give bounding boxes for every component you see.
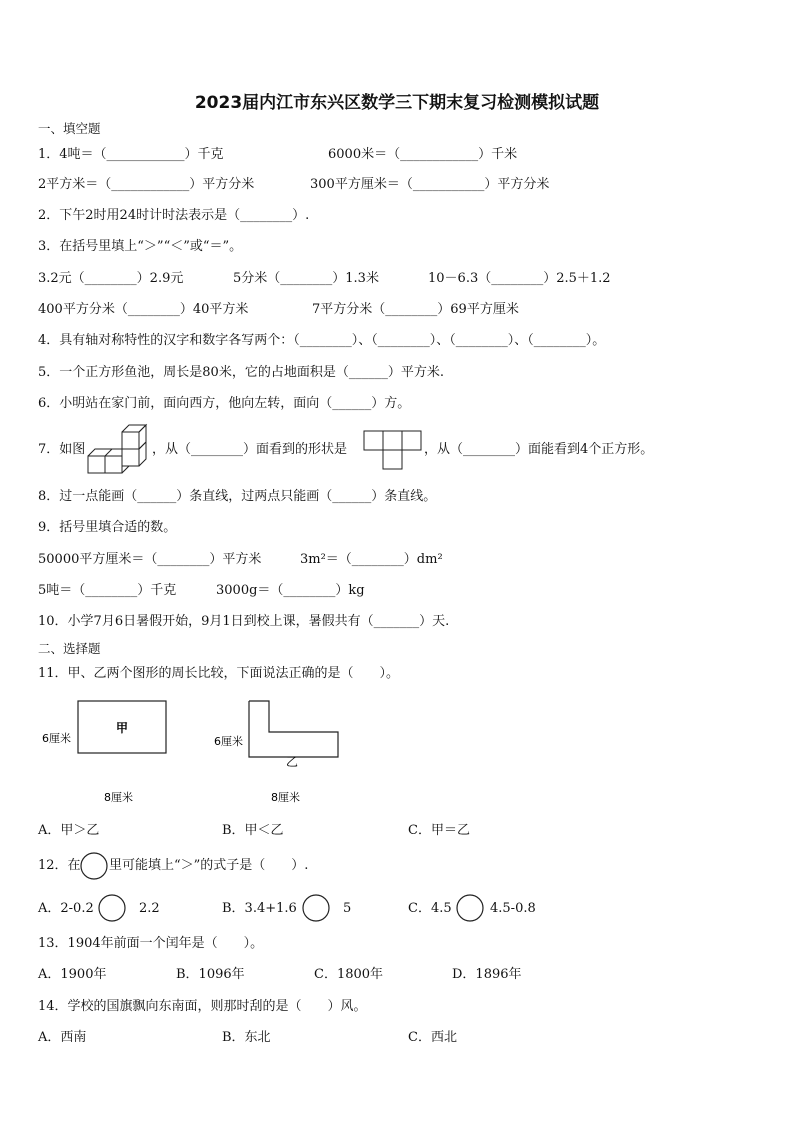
question-12-suffix: 里可能填上“＞”的式子是（ ）. <box>109 858 309 873</box>
q14-option-a: A．西南 <box>38 1030 87 1045</box>
perimeter-figures <box>38 695 358 810</box>
cube-face <box>105 456 122 473</box>
label-side-a: 6厘米 <box>42 732 71 745</box>
question-10: 10．小学7月6日暑假开始，9月1日到校上课，暑假共有（_______）天. <box>38 614 450 629</box>
question-4: 4．具有轴对称特性的汉字和数字各写两个：（________）、（________）、（________）、（________）。 <box>38 333 606 348</box>
question-6: 6．小明站在家门前，面向西方，他向左转，面向（______）方。 <box>38 396 411 411</box>
question-1c: 2平方米＝（____________）平方分米 <box>38 177 255 192</box>
shape-yi <box>249 701 338 757</box>
question-3e: 7平方分米（________）69平方厘米 <box>312 302 519 317</box>
question-9a: 50000平方厘米＝（________）平方米 <box>38 552 262 567</box>
question-9c: 5吨＝（________）千克 <box>38 583 177 598</box>
question-13: 13．1904年前面一个闰年是（ ）。 <box>38 936 264 951</box>
view-shape-figure <box>363 430 423 470</box>
question-3a: 3.2元（________）2.9元 <box>38 271 184 286</box>
q12-option-c: C．4.5 <box>408 901 452 916</box>
q12-option-b: B．3.4+1.6 <box>222 901 297 916</box>
cube-face <box>122 432 139 449</box>
section-fill-blank: 一、填空题 <box>38 121 101 136</box>
question-1b: 6000米＝（____________）千米 <box>328 147 518 162</box>
question-12-prefix: 12．在 <box>38 858 81 873</box>
q13-option-d: D．1896年 <box>452 967 522 982</box>
q12-option-c-rhs: 4.5-0.8 <box>490 901 536 916</box>
q14-option-c: C．西北 <box>408 1030 457 1045</box>
q11-option-b: B．甲＜乙 <box>222 823 284 838</box>
blank-circle-icon <box>456 894 486 924</box>
question-7-prefix: 7．如图 <box>38 442 86 457</box>
label-jia: 甲 <box>115 721 129 735</box>
q11-option-c: C．甲＝乙 <box>408 823 470 838</box>
label-yi: 乙 <box>285 755 299 769</box>
question-7-suffix: ，从（________）面能看到4个正方形。 <box>424 442 654 457</box>
question-11: 11．甲、乙两个图形的周长比较，下面说法正确的是（ ）。 <box>38 666 400 681</box>
blank-circle-icon <box>302 894 332 924</box>
blank-circle-icon <box>80 851 110 881</box>
q13-option-a: A．1900年 <box>38 967 107 982</box>
question-1d: 300平方厘米＝（___________）平方分米 <box>310 177 550 192</box>
question-3: 3．在括号里填上“＞”“＜”或“＝”。 <box>38 239 243 254</box>
q13-option-c: C．1800年 <box>314 967 384 982</box>
question-2: 2．下午2时用24时计时法表示是（________）. <box>38 208 310 223</box>
label-side-b: 6厘米 <box>214 735 243 748</box>
q12-option-b-rhs: 5 <box>343 901 352 916</box>
question-3c: 10－6.3（________）2.5＋1.2 <box>428 271 611 286</box>
question-9d: 3000g＝（________）kg <box>216 583 365 598</box>
q12-option-a: A．2-0.2 <box>38 901 94 916</box>
cube-stack-figure <box>85 420 155 478</box>
page-title: 2023届内江市东兴区数学三下期末复习检测模拟试题 <box>194 93 600 113</box>
section-choice: 二、选择题 <box>38 641 101 656</box>
q13-option-b: B．1096年 <box>176 967 245 982</box>
label-bottom-b: 8厘米 <box>271 791 300 804</box>
cube-face <box>122 449 139 466</box>
question-9b: 3m²＝（________）dm² <box>300 552 443 567</box>
label-bottom-a: 8厘米 <box>104 791 133 804</box>
question-3b: 5分米（________）1.3米 <box>233 271 379 286</box>
q11-option-a: A．甲＞乙 <box>38 823 100 838</box>
question-8: 8．过一点能画（______）条直线，过两点只能画（______）条直线。 <box>38 489 437 504</box>
cube-face <box>88 456 105 473</box>
q12-option-a-rhs: 2.2 <box>139 901 160 916</box>
blank-circle-icon <box>98 894 128 924</box>
question-3d: 400平方分米（________）40平方米 <box>38 302 249 317</box>
question-7-middle: ，从（________）面看到的形状是 <box>152 442 348 457</box>
q14-option-b: B．东北 <box>222 1030 271 1045</box>
question-14: 14．学校的国旗飘向东南面，则那时刮的是（ ）风。 <box>38 999 367 1014</box>
question-9: 9．括号里填合适的数。 <box>38 520 177 535</box>
question-1a: 1．4吨＝（____________）千克 <box>38 147 224 162</box>
question-5: 5．一个正方形鱼池，周长是80米，它的占地面积是（______）平方米. <box>38 365 444 380</box>
